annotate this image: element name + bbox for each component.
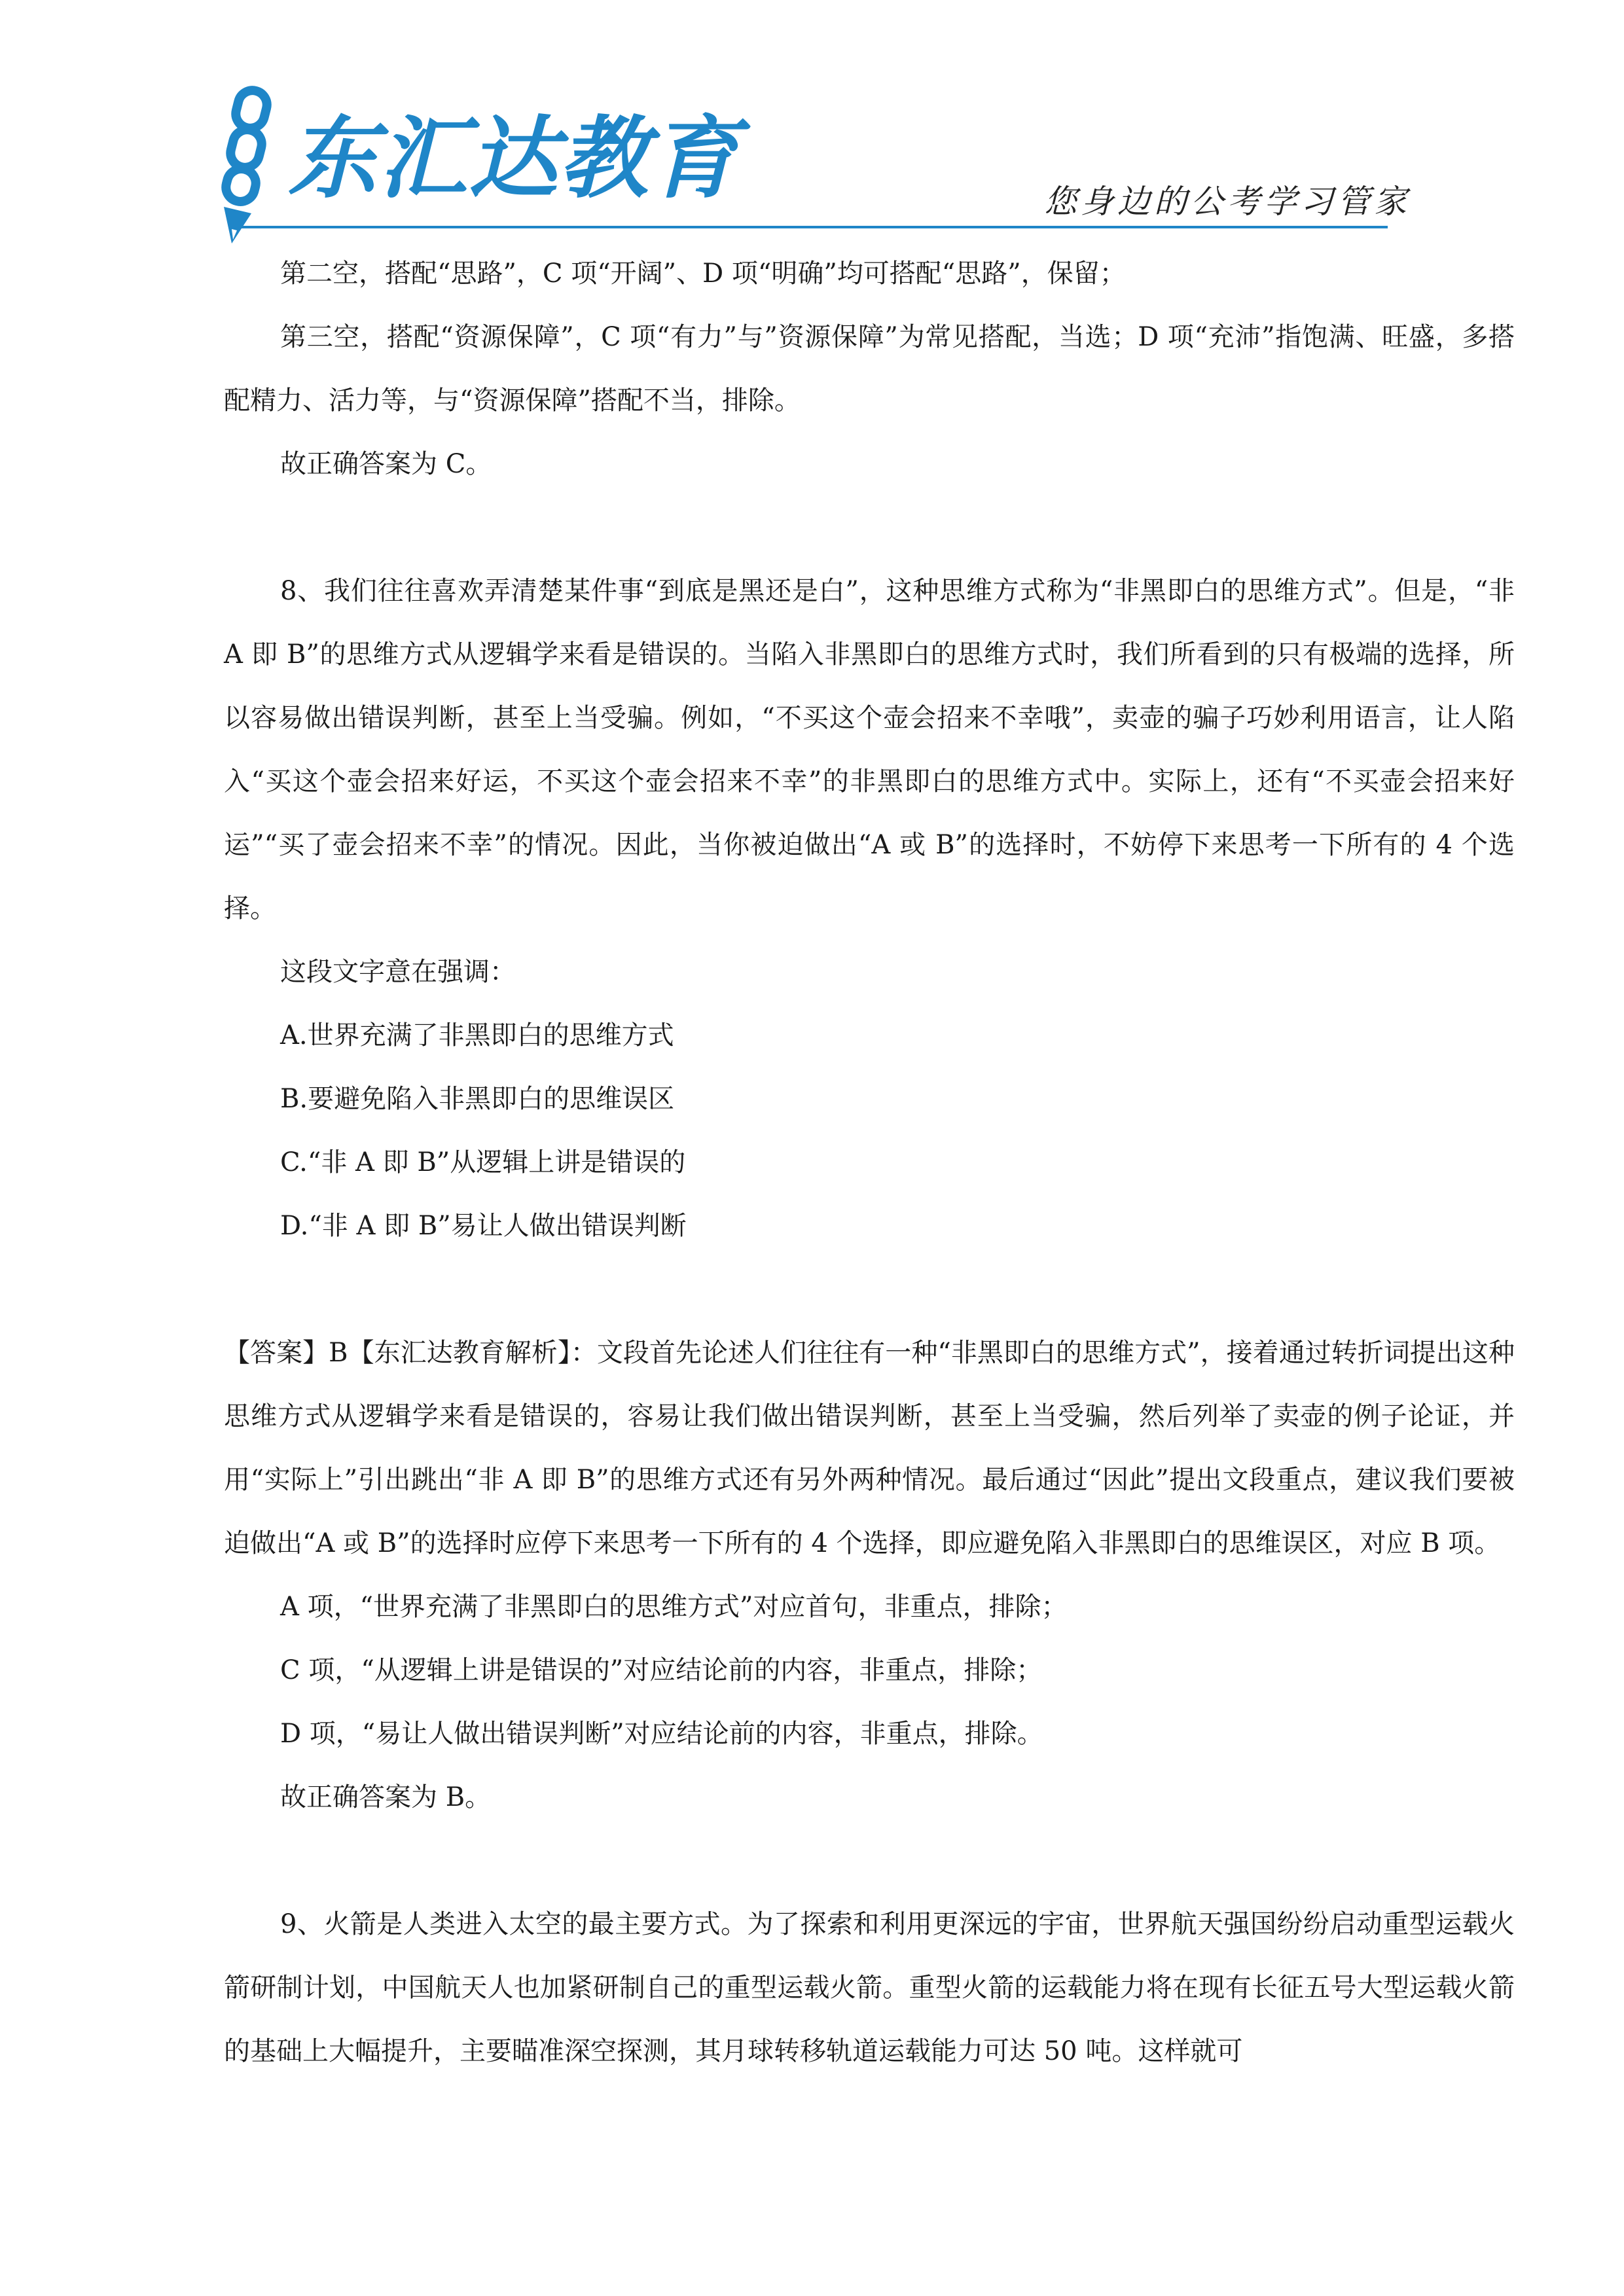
question-8-conclusion: 故正确答案为 B。 <box>280 1782 492 1812</box>
question-8-stem: 8、我们往往喜欢弄清楚某件事“到底是黑还是白”，这种思维方式称为“非黑即白的思维方式”。但是，“非 A 即 B”的思维方式从逻辑学来看是错误的。当陷入非黑即白的思维方式时，我们所看到的只有极端的选择，所以容易做出错误判断，甚至上当受骗。例如，“不买这个壶会招来不幸哦”，卖壶的骗子巧妙利用语言，让人陷入“买这个壶会招来好运，不买这个壶会招来不幸”的非黑即白的思维方式中。实际上，还有“不买壶会招来好运”“买了壶会招来不幸”的情况。因此，当你被迫做出“A 或 B”的选择时，不妨停下来思考一下所有的 4 个选择。 <box>224 576 1515 924</box>
document-body <box>224 242 1515 2083</box>
prev-analysis-paragraph: 第二空，搭配“思路”，C 项“开阔”、D 项“明确”均可搭配“思路”，保留； <box>280 259 1126 289</box>
question-8-option-c: C.“非 A 即 B”从逻辑上讲是错误的 <box>280 1147 686 1177</box>
question-8-analysis-item: D 项，“易让人做出错误判断”对应结论前的内容，非重点，排除。 <box>280 1719 1043 1749</box>
question-8-option-d: D.“非 A 即 B”易让人做出错误判断 <box>280 1211 687 1241</box>
spacer <box>224 1258 1515 1321</box>
spacer <box>224 496 1515 560</box>
brand-tagline: 您身边的公考学习管家 <box>1044 183 1411 221</box>
question-8-analysis-item: A 项，“世界充满了非黑即白的思维方式”对应首句，非重点，排除； <box>280 1592 1068 1622</box>
question-8-analysis-item: C 项，“从逻辑上讲是错误的”对应结论前的内容，非重点，排除； <box>280 1655 1043 1685</box>
brand-logo-text: 东汇达教育 <box>288 107 740 211</box>
prev-analysis-paragraph: 第三空，搭配“资源保障”，C 项“有力”与”资源保障”为常见搭配，当选；D 项“充沛”指饱满、旺盛，多搭配精力、活力等，与“资源保障”搭配不当，排除。 <box>224 322 1515 416</box>
spacer <box>224 1829 1515 1893</box>
question-8-answer: 【答案】B【东汇达教育解析】：文段首先论述人们往往有一种“非黑即白的思维方式”，接着通过转折词提出这种思维方式从逻辑学来看是错误的，容易让我们做出错误判断，甚至上当受骗，然后列举了卖壶的例子论证，并用“实际上”引出跳出“非 A 即 B”的思维方式还有另外两种情况。最后通过“因此”提出文段重点，建议我们要被迫做出“A 或 B”的选择时应停下来思考一下所有的 4 个选择，即应避免陷入非黑即白的思维误区，对应 B 项。 <box>224 1338 1515 1558</box>
header-divider <box>236 226 1388 228</box>
question-8-prompt: 这段文字意在强调： <box>280 957 516 987</box>
pencil-logo-icon <box>217 84 289 247</box>
prev-conclusion: 故正确答案为 C。 <box>280 449 492 479</box>
page-header <box>0 0 1624 236</box>
question-9-stem: 9、火箭是人类进入太空的最主要方式。为了探索和利用更深远的宇宙，世界航天强国纷纷启动重型运载火箭研制计划，中国航天人也加紧研制自己的重型运载火箭。重型火箭的运载能力将在现有长征五号大型运载火箭的基础上大幅提升，主要瞄准深空探测，其月球转移轨道运载能力可达 50 吨。这样就可 <box>224 1909 1515 2066</box>
question-8-option-b: B.要避免陷入非黑即白的思维误区 <box>280 1084 675 1114</box>
question-8-option-a: A.世界充满了非黑即白的思维方式 <box>280 1020 674 1050</box>
